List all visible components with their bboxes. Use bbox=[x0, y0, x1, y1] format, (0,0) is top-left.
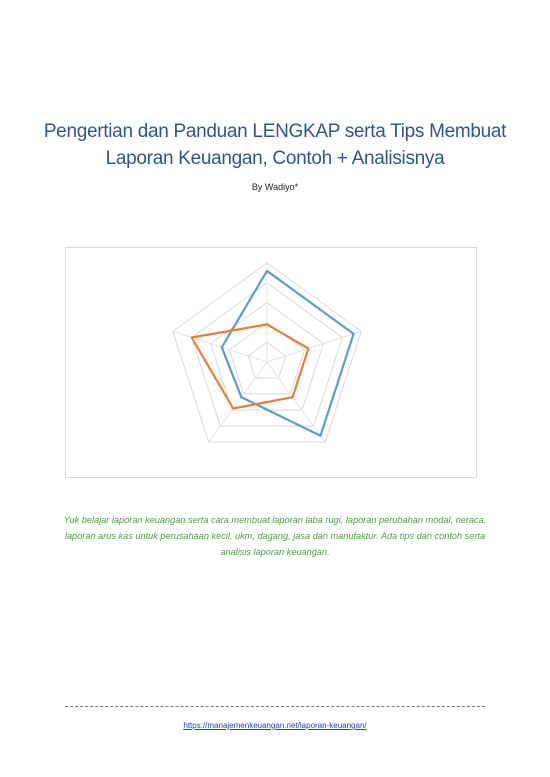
radar-series-2 bbox=[192, 324, 309, 408]
radar-spoke-4 bbox=[209, 362, 267, 442]
radar-chart bbox=[65, 247, 477, 478]
author-byline: By Wadiyo* bbox=[251, 182, 299, 192]
radar-spoke-5 bbox=[173, 331, 267, 362]
footer-divider bbox=[65, 706, 485, 707]
document-title bbox=[40, 118, 510, 172]
radar-spoke-3 bbox=[267, 362, 325, 442]
title-line-2: Laporan Keuangan, Contoh + Analisisnya bbox=[105, 148, 445, 169]
summary-paragraph: Yuk belajar laporan keuangan serta cara membuat laporan laba rugi, laporan perubahan modal, neraca, laporan arus kas untuk perusahaan kecil, ukm, dagang, jasa dan manufaktur. Ada tips dan contoh serta analisis laporan keuangan. bbox=[63, 515, 487, 557]
footer-link[interactable]: https://manajemenkeuangan.net/laporan-keuangan/ bbox=[183, 721, 367, 730]
title-line-1: Pengertian dan Panduan LENGKAP serta Tips Membuat bbox=[43, 121, 507, 142]
radar-chart-svg bbox=[66, 248, 478, 479]
